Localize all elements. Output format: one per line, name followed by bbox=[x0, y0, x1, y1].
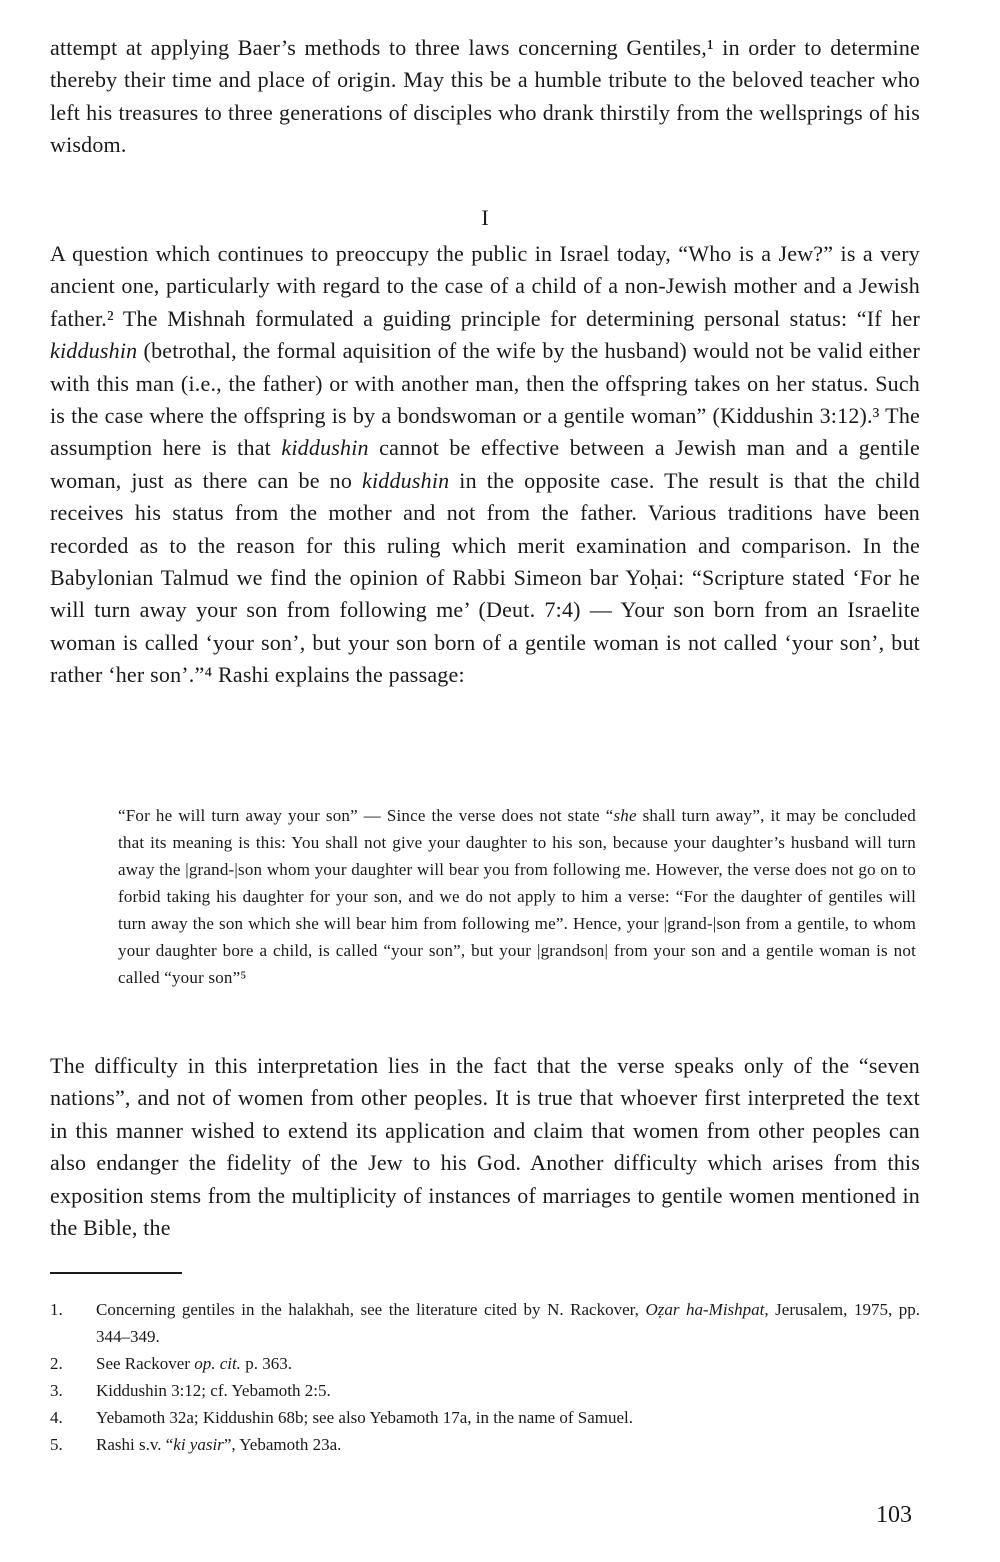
footnote-number: 5. bbox=[50, 1435, 63, 1454]
footnote-number: 4. bbox=[50, 1408, 63, 1427]
footnote-text bbox=[96, 1431, 920, 1458]
footnote-text bbox=[96, 1377, 920, 1404]
footnote-divider bbox=[50, 1272, 182, 1274]
body-paragraph-3: The difficulty in this interpretation lies in the fact that the verse speaks only of the “seven nations”, and not of women from other peoples. It is true that whoever first interpreted the text in this manner wished to extend its application and claim that women from other peoples can also endanger the fidelity of the Jew to his God. Another difficulty which arises from this exposition stems from the multiplicity of instances of marriages to gentile women mentioned in the Bible, the bbox=[50, 1053, 920, 1241]
book-page bbox=[50, 26, 920, 1562]
italic-title: ki yasir bbox=[173, 1435, 224, 1454]
footnote-item bbox=[50, 1404, 920, 1431]
footnote-item bbox=[50, 1350, 920, 1377]
footnote-number: 2. bbox=[50, 1354, 63, 1373]
text-run: p. 363. bbox=[240, 1354, 292, 1373]
footnote-item bbox=[50, 1431, 920, 1458]
italic-term: kiddushin bbox=[281, 435, 369, 461]
text-run: A question which continues to preoccupy the public in Israel today, “Who is a Jew?” is a very ancient one, particularly with regard to the case of a child of a non-Jewish mother and a Jewish father.² The Mishnah formulated a guiding principle for determining personal status: “If her bbox=[50, 241, 920, 331]
text-run: Rashi s.v. “ bbox=[96, 1435, 174, 1454]
footnote-text bbox=[96, 1296, 920, 1350]
text-run: shall turn away”, it may be concluded that its meaning is this: You shall not give your daughter to his son, because your daughter’s husband will turn away the |grand-|son whom your daughter will bear you from following me. However, the verse does not go on to forbid taking his daughter for your son, and we do not apply to him a verse: “For the daughter of gentiles will turn away the son which she will bear him from following me”. Hence, your |grand-|son from a gentile, to whom your daughter bore a child, is called “your son”, but your |grandson| from your son and a gentile woman is not called “your son”⁵ bbox=[118, 806, 916, 987]
footnote-text bbox=[96, 1350, 920, 1377]
italic-term: kiddushin bbox=[361, 467, 450, 493]
section-heading: I bbox=[481, 205, 489, 230]
text-run: ”, Yebamoth 23a. bbox=[223, 1435, 342, 1454]
text-run: Yebamoth 32a; Kiddushin 68b; see also Yebamoth 17a, in the name of Samuel. bbox=[96, 1408, 634, 1427]
text-run: cannot be effective between a Jewish man and a gentile woman, just as there can be no bbox=[50, 435, 920, 493]
text-run: , Jerusalem, 1975, pp. 344–349. bbox=[96, 1300, 920, 1346]
text-run: See Rackover bbox=[96, 1354, 195, 1373]
italic-term: she bbox=[613, 806, 637, 825]
italic-title: Oẓar ha-Mishpat bbox=[645, 1300, 765, 1319]
text-run: Concerning gentiles in the halakhah, see the literature cited by N. Rackover, bbox=[96, 1300, 646, 1319]
text-run: (betrothal, the formal aquisition of the wife by the husband) would not be valid either with this man (i.e., the father) or with another man, then the offspring takes on her status. Such is the case where the offspring is by a bondswoman or a gentile woman” (Kiddushin 3:12).³ The assumption here is that bbox=[50, 338, 920, 461]
footnote-number: 3. bbox=[50, 1381, 63, 1400]
italic-title: op. cit. bbox=[194, 1354, 241, 1373]
footnotes-list bbox=[50, 1296, 920, 1458]
rashi-blockquote bbox=[118, 802, 916, 991]
text-run: “For he will turn away your son” — Since the verse does not state “ bbox=[118, 806, 614, 825]
page-number: 103 bbox=[876, 1502, 912, 1528]
text-run: Kiddushin 3:12; cf. Yebamoth 2:5. bbox=[96, 1381, 331, 1400]
footnote-item bbox=[50, 1296, 920, 1350]
body-paragraph-1: attempt at applying Baer’s methods to three laws concerning Gentiles,¹ in order to determine thereby their time and place of origin. May this be a humble tribute to the beloved teacher who left his treasures to three generations of disciples who drank thirstily from the wellsprings of his wisdom. bbox=[50, 35, 920, 158]
body-paragraph-2 bbox=[50, 238, 920, 692]
footnote-text bbox=[96, 1404, 920, 1431]
footnote-number: 1. bbox=[50, 1300, 63, 1319]
footnote-item bbox=[50, 1377, 920, 1404]
text-run: in the opposite case. The result is that the child receives his status from the mother and not from the father. Various traditions have been recorded as to the reason for this ruling which merit examination and comparison. In the Babylonian Talmud we find the opinion of Rabbi Simeon bar Yoḥai: “Scripture stated ‘For he will turn away your son from following me’ (Deut. 7:4) — Your son born from an Israelite woman is called ‘your son’, but your son born of a gentile woman is not called ‘your son’, but rather ‘her son’.”⁴ Rashi explains the passage: bbox=[50, 467, 920, 688]
italic-term: kiddushin bbox=[50, 338, 138, 364]
